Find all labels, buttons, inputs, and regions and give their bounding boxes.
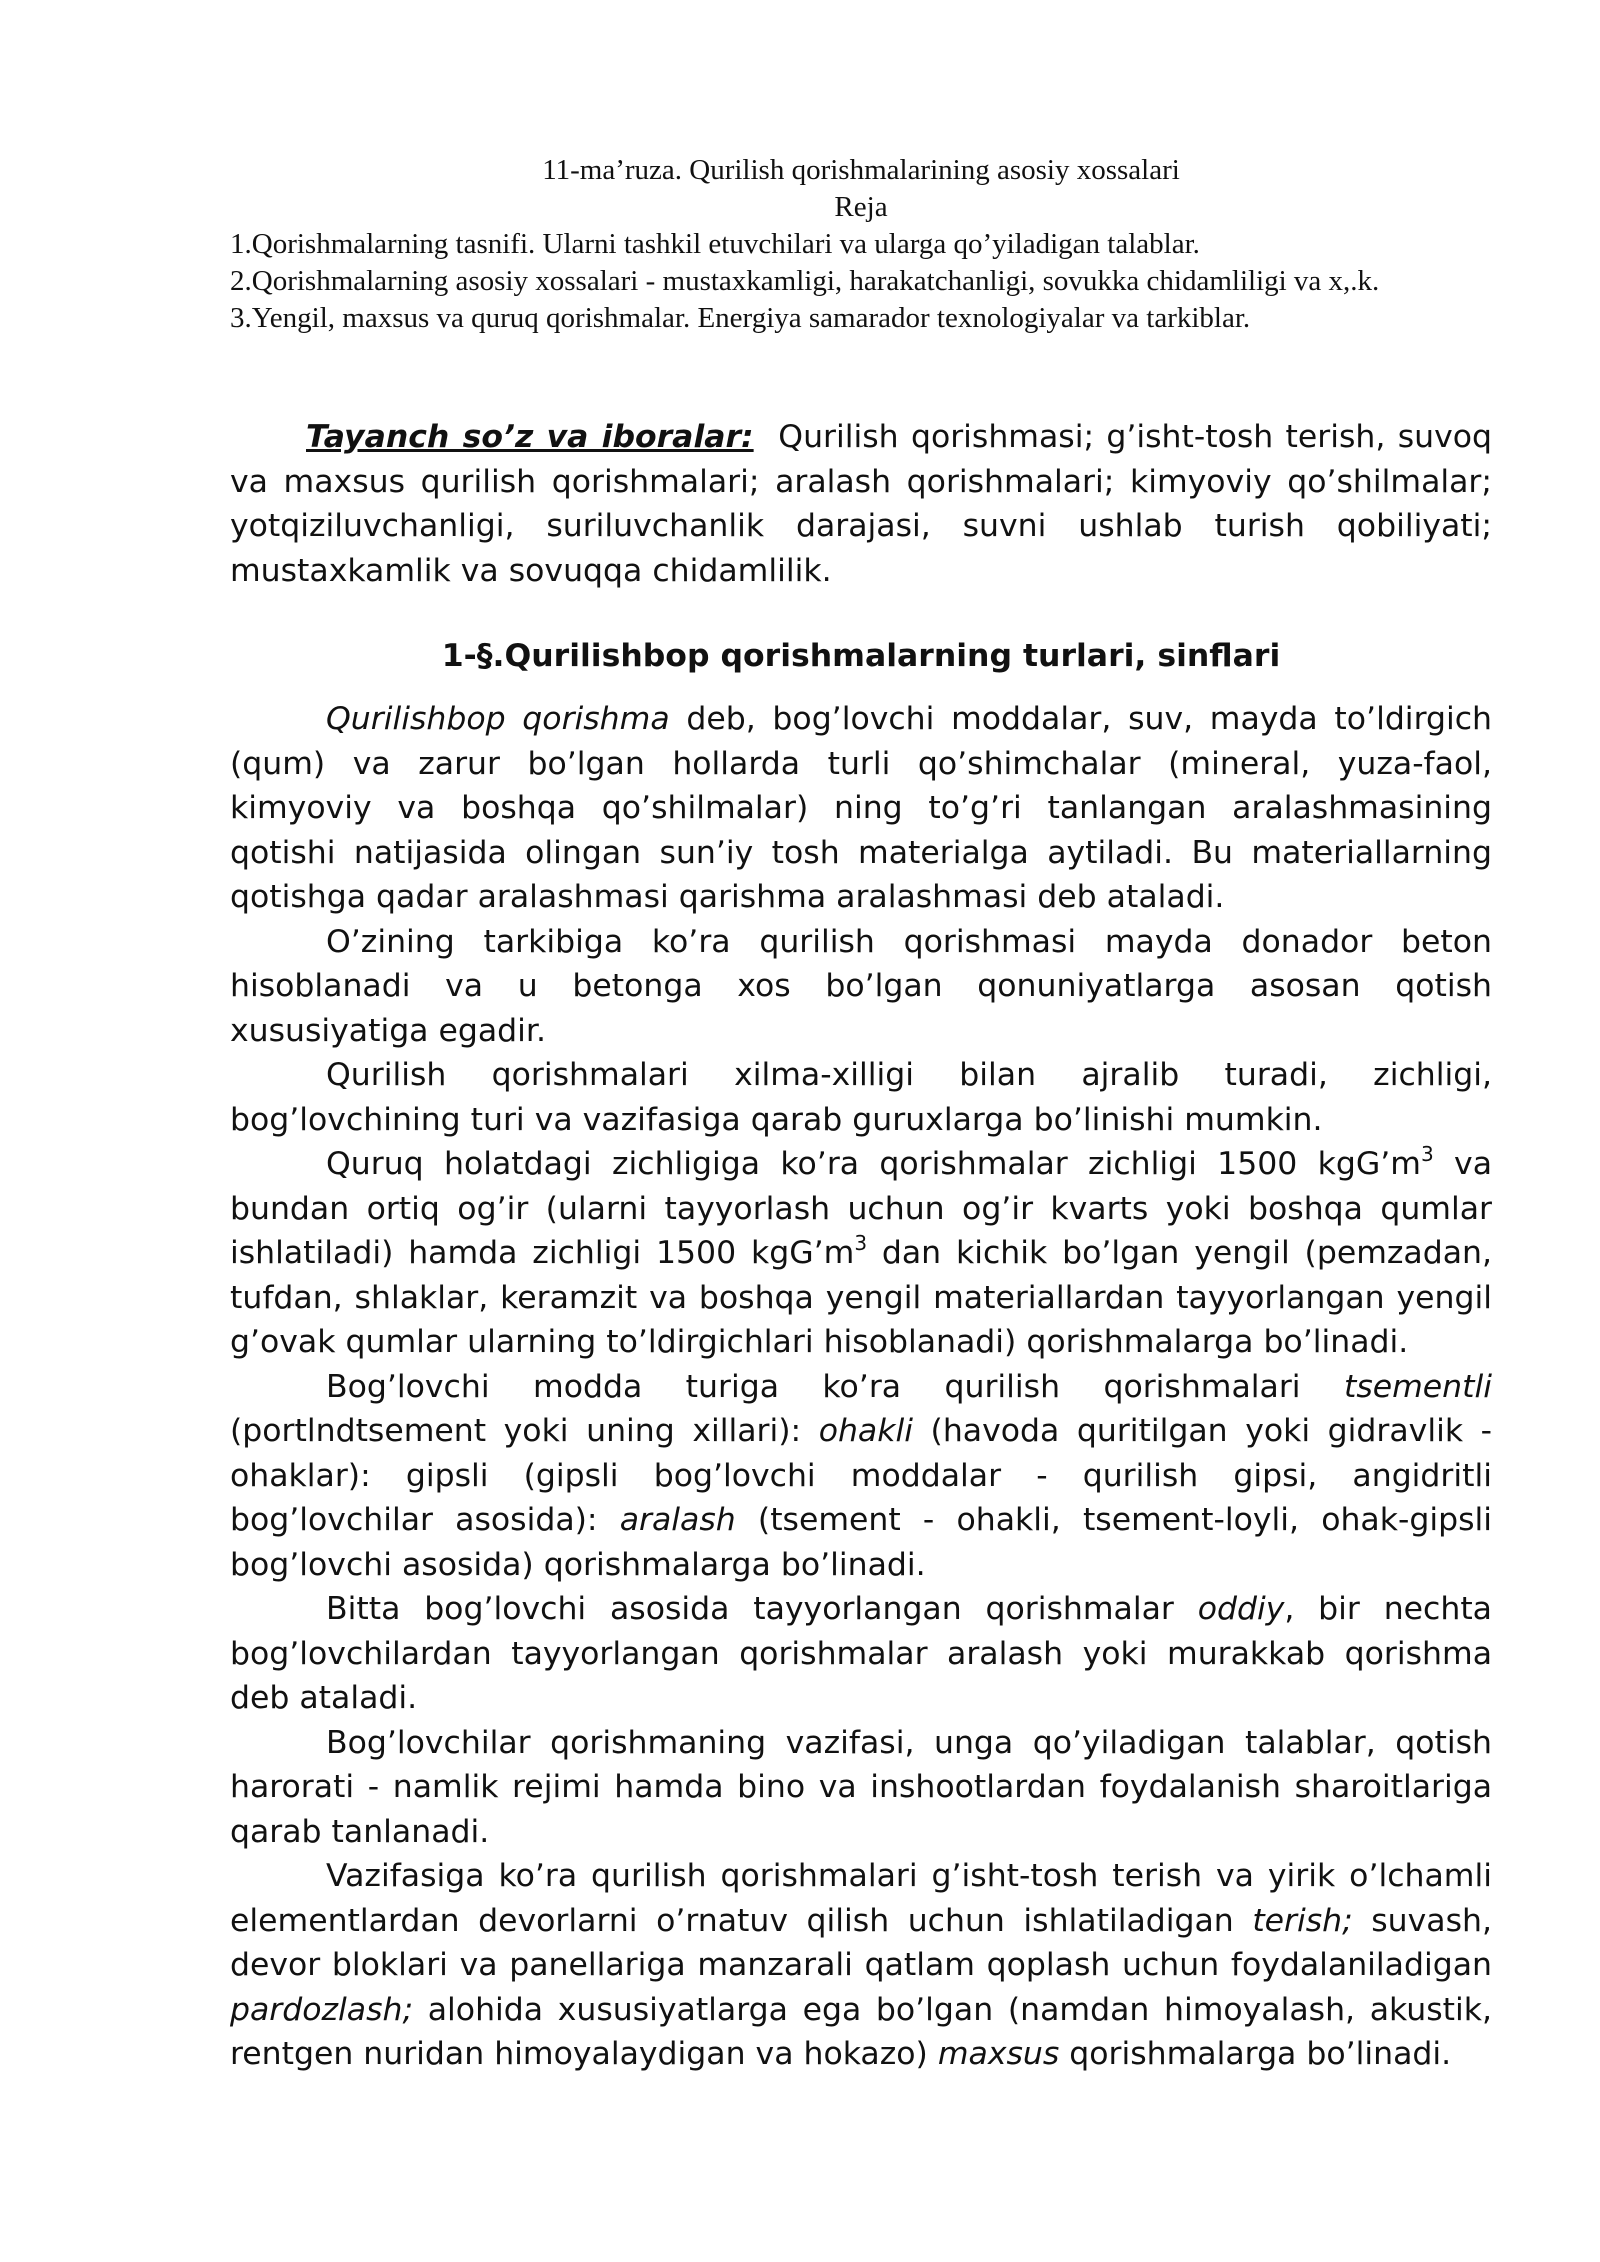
term-tsementli: tsementli <box>1343 1368 1492 1405</box>
paragraph-3: Qurilish qorishmalari xilma-xilligi bilan ajralib turadi, zichligi, bog’lovchining turi va vazifasiga qarab guruxlarga bo’linishi mumkin. <box>230 1057 1492 1138</box>
term-terish: terish; <box>1252 1902 1353 1939</box>
term-aralash: aralash <box>619 1502 736 1538</box>
section-heading: 1-§.Qurilishbop qorishmalarning turlari, sinflari <box>441 638 1281 674</box>
paragraph-5-text-b: (portlndtsement yoki uning xillari): <box>230 1413 819 1449</box>
paragraph-6 <box>230 1587 1492 1721</box>
paragraph-8-text-d: qorishmalarga bo’linadi. <box>1059 2036 1452 2072</box>
paragraph-1-text: deb, bog’lovchi moddalar, suv, mayda to’ldirgich (qum) va zarur bo’lgan hollarda turli qo’shimchalar (mineral, yuza-faol, kimyoviy va boshqa qo’shilmalar) ning to’g’ri tanlangan aralashmasining qotishi natijasida olingan sun’iy tosh materialga aytiladi. Bu materiallarning qotishga qadar aralashmasi qarishma aralashmasi deb ataladi. <box>230 701 1492 915</box>
term-oddiy: oddiy <box>1197 1591 1285 1627</box>
paragraph-8-text-c: alohida xususiyatlarga ega bo’lgan (namdan himoyalash, akustik, rentgen nuridan himoyalaydigan va hokazo) <box>230 1991 1492 2072</box>
paragraph-6-text-b: , bir nechta bog’lovchilardan tayyorlangan qorishmalar aralash yoki murakkab qorishma deb ataladi. <box>230 1591 1492 1716</box>
paragraph-5 <box>230 1365 1492 1588</box>
paragraph-8-text-a: Vazifasiga ko’ra qurilish qorishmalari g’isht-tosh terish va yirik o’lchamli elementlardan devorlarni o’rnatuv qilish uchun ishlatiladigan <box>230 1858 1492 1939</box>
paragraph-5-text-c: (havoda quritilgan yoki gidravlik - ohaklar): gipsli (gipsli bog’lovchi moddalar - qurilish gipsi, angidritli bog’lovchilar asosida): <box>230 1413 1492 1538</box>
lecture-title: 11-ma’ruza. Qurilish qorishmalarining asosiy xossalari <box>542 154 1180 186</box>
paragraph-4-text-a: Quruq holatdagi zichligiga ko’ra qorishmalar zichligi 1500 kgG’m <box>326 1146 1421 1182</box>
keywords-block <box>230 415 1492 593</box>
paragraph-8-text-b: suvash, devor bloklari va panellariga manzarali qatlam qoplash uchun foydalaniladigan <box>230 1902 1492 1983</box>
keywords-text: Qurilish qorishmasi; g’isht-tosh terish, suvoq va maxsus qurilish qorishmalari; aralash qorishmalari; kimyoviy qo’shilmalar; yotqiziluvchanligi, suriluvchanlik darajasi, suvni ushlab turish qobiliyati; mustaxkamlik va sovuqqa chidamlilik. <box>230 419 1492 589</box>
paragraph-6-text-a: Bitta bog’lovchi asosida tayyorlangan qorishmalar <box>326 1591 1198 1627</box>
plan-label: Reja <box>834 191 888 223</box>
paragraph-8 <box>230 1854 1492 2077</box>
paragraph-2: O’zining tarkibiga ko’ra qurilish qorishmasi mayda donador beton hisoblanadi va u betonga xos bo’lgan qonuniyatlarga asosan qotish xususiyatiga egadir. <box>230 923 1492 1049</box>
plan-item-2: 2.Qorishmalarning asosiy xossalari - mustaxkamligi, harakatchanligi, sovukka chidamliligi va x,.k. <box>230 265 1380 297</box>
superscript-3: 3 <box>854 1231 868 1255</box>
plan-item-1: 1.Qorishmalarning tasnifi. Ularni tashkil etuvchilari va ularga qo’yiladigan talablar. <box>230 228 1200 260</box>
paragraph-4-text-c: dan kichik bo’lgan yengil (pemzadan, tufdan, shlaklar, keramzit va boshqa yengil materiallardan tayyorlangan yengil g’ovak qumlar ularning to’ldirgichlari hisoblanadi) qorishmalarga bo’linadi. <box>230 1235 1492 1360</box>
plan-item-3: 3.Yengil, maxsus va quruq qorishmalar. Energiya samarador texnologiyalar va tarkiblar. <box>230 302 1251 334</box>
paragraph-5-text-a: Bog’lovchi modda turiga ko’ra qurilish qorishmalari <box>326 1368 1344 1405</box>
paragraph-4 <box>230 1142 1492 1365</box>
term-qurilishbop-qorishma: Qurilishbop qorishma <box>326 701 670 737</box>
body-text <box>230 697 1492 2077</box>
term-pardozlash: pardozlash; <box>230 1991 414 2028</box>
term-ohakli: ohakli <box>818 1413 913 1449</box>
superscript-3: 3 <box>1421 1142 1434 1166</box>
lecture-header <box>230 152 1492 337</box>
paragraph-1 <box>230 697 1492 920</box>
keywords-label: Tayanch so’z va iboralar: <box>306 419 754 455</box>
term-maxsus: maxsus <box>937 2036 1060 2072</box>
paragraph-4-text-b: va bundan ortiq og’ir (ularni tayyorlash uchun og’ir kvarts yoki boshqa qumlar ishlatiladi) hamda zichligi 1500 kgG’m <box>230 1146 1492 1271</box>
paragraph-7: Bog’lovchilar qorishmaning vazifasi, unga qo’yiladigan talablar, qotish harorati - namlik rejimi hamda bino va inshootlardan foydalanish sharoitlariga qarab tanlanadi. <box>230 1724 1492 1850</box>
paragraph-5-text-d: (tsement - ohakli, tsement-loyli, ohak-gipsli bog’lovchi asosida) qorishmalarga bo’linadi. <box>230 1502 1493 1583</box>
